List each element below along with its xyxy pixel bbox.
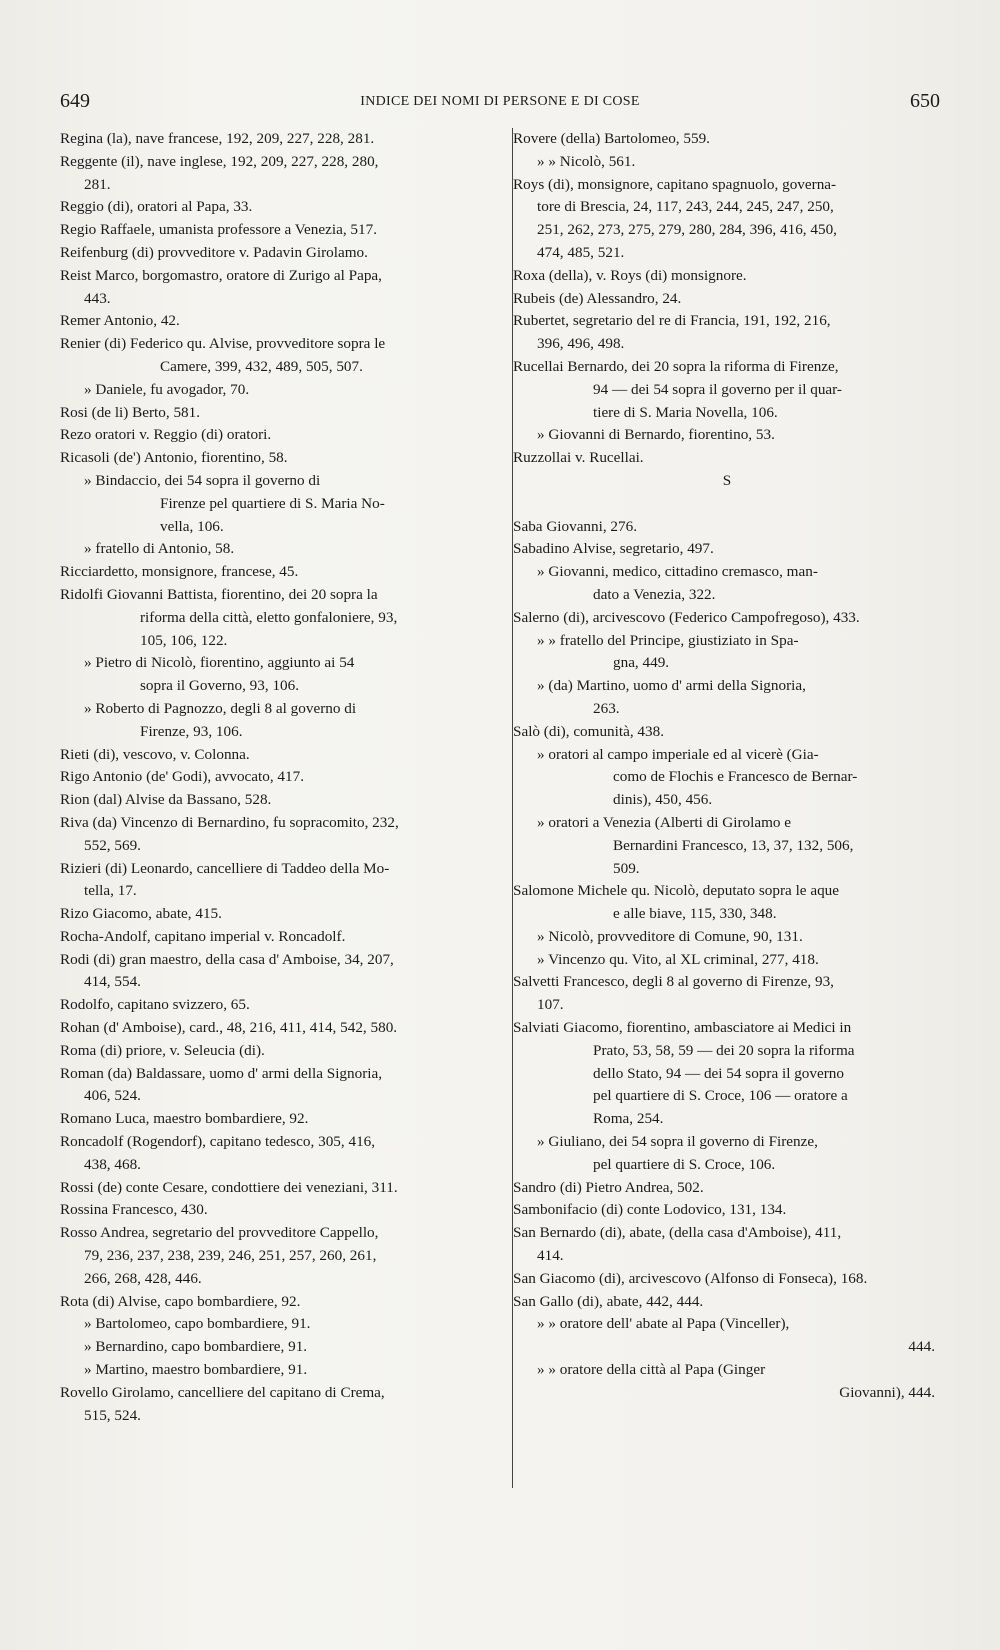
left-column-line: 443. — [84, 289, 111, 307]
right-column-line: 474, 485, 521. — [537, 243, 625, 261]
right-column-line: » » fratello del Principe, giustiziato in Spa- — [537, 631, 799, 649]
right-column-line: Sambonifacio (di) conte Lodovico, 131, 134. — [513, 1201, 787, 1219]
right-column-line: » Giovanni di Bernardo, fiorentino, 53. — [537, 426, 775, 444]
left-column-line: Roma (di) priore, v. Seleucia (di). — [60, 1041, 265, 1059]
left-column-line: Rizieri (di) Leonardo, cancelliere di Taddeo della Mo- — [60, 859, 390, 877]
right-column-line: » » oratore della città al Papa (Ginger — [537, 1361, 766, 1379]
left-column-line: » fratello di Antonio, 58. — [84, 540, 235, 558]
left-column-line: Reifenburg (di) provveditore v. Padavin Girolamo. — [60, 243, 368, 261]
left-column-line: riforma della città, eletto gonfaloniere, 93, — [140, 608, 398, 626]
left-column-line: 79, 236, 237, 238, 239, 246, 251, 257, 260, 261, — [84, 1247, 377, 1265]
right-column-line: dinis), 450, 456. — [613, 791, 713, 809]
right-column-line: » Giuliano, dei 54 sopra il governo di Firenze, — [537, 1133, 818, 1151]
left-column-line: Rosi (de li) Berto, 581. — [60, 403, 201, 421]
right-column-line: 414. — [537, 1247, 564, 1265]
left-column-line: Rohan (d' Amboise), card., 48, 216, 411, 414, 542, 580. — [60, 1019, 398, 1037]
right-column-line: Roma, 254. — [593, 1110, 664, 1128]
left-column-line: Riva (da) Vincenzo di Bernardino, fu sopracomito, 232, — [60, 813, 399, 831]
right-column-line: » » Nicolò, 561. — [537, 152, 636, 170]
left-column-line: Rodolfo, capitano svizzero, 65. — [60, 996, 250, 1014]
right-column-line: Rubeis (de) Alessandro, 24. — [513, 289, 682, 307]
left-column-line: Rosso Andrea, segretario del provveditore Cappello, — [60, 1224, 379, 1242]
right-column-line: como de Flochis e Francesco de Bernar- — [613, 768, 858, 786]
right-column-line: Salomone Michele qu. Nicolò, deputato sopra le aque — [513, 882, 840, 900]
right-column-line: » oratori a Venezia (Alberti di Girolamo e — [537, 813, 792, 831]
right-column-line: e alle biave, 115, 330, 348. — [613, 905, 777, 923]
right-column-line: » » oratore dell' abate al Papa (Vinceller), — [537, 1315, 790, 1333]
right-column-line: dello Stato, 94 — dei 54 sopra il governo — [593, 1064, 844, 1082]
left-column-line: Regio Raffaele, umanista professore a Venezia, 517. — [60, 221, 378, 239]
right-column-line: gna, 449. — [613, 654, 670, 672]
left-column-line: » Bernardino, capo bombardiere, 91. — [84, 1338, 308, 1356]
left-column-line: Rizo Giacomo, abate, 415. — [60, 905, 222, 923]
left-column-line: » Bindaccio, dei 54 sopra il governo di — [84, 471, 321, 489]
right-column-line: San Gallo (di), abate, 442, 444. — [513, 1292, 704, 1310]
right-column-line: 263. — [593, 699, 620, 717]
left-column-line: Rezo oratori v. Reggio (di) oratori. — [60, 426, 272, 444]
left-column-line: Camere, 399, 432, 489, 505, 507. — [160, 357, 363, 375]
left-column-line: Renier (di) Federico qu. Alvise, provveditore sopra le — [60, 335, 386, 353]
left-column-line: Ricasoli (de') Antonio, fiorentino, 58. — [60, 449, 288, 467]
left-column-line: Remer Antonio, 42. — [60, 312, 180, 330]
left-column-line: 406, 524. — [84, 1087, 141, 1105]
left-column-line: 438, 468. — [84, 1155, 141, 1173]
left-column-line: Rigo Antonio (de' Godi), avvocato, 417. — [60, 768, 305, 786]
left-column-line: Reggente (il), nave inglese, 192, 209, 227, 228, 280, — [60, 152, 379, 170]
left-column-line: » Bartolomeo, capo bombardiere, 91. — [84, 1315, 311, 1333]
right-column-line: tiere di S. Maria Novella, 106. — [593, 403, 778, 421]
right-column-line: Rubertet, segretario del re di Francia, 191, 192, 216, — [513, 312, 831, 330]
right-column-line: Saba Giovanni, 276. — [513, 517, 638, 535]
left-column-line: Rocha-Andolf, capitano imperial v. Roncadolf. — [60, 927, 346, 945]
right-column-line: Ruzzollai v. Rucellai. — [513, 449, 644, 467]
right-column-line: 509. — [613, 859, 640, 877]
left-column-line: 281. — [84, 175, 111, 193]
right-column-line: » Nicolò, provveditore di Comune, 90, 131. — [537, 927, 803, 945]
right-column-line: dato a Venezia, 322. — [593, 585, 716, 603]
right-column-line: Sabadino Alvise, segretario, 497. — [513, 540, 714, 558]
left-column-line: Rion (dal) Alvise da Bassano, 528. — [60, 791, 272, 809]
right-column-line: Roxa (della), v. Roys (di) monsignore. — [513, 266, 747, 284]
right-column-line: » (da) Martino, uomo d' armi della Signoria, — [537, 677, 806, 695]
right-column-line: Giovanni), 444. — [839, 1383, 935, 1401]
right-column-line: Bernardini Francesco, 13, 37, 132, 506, — [613, 836, 854, 854]
left-column-line: tella, 17. — [84, 882, 137, 900]
right-column-line: Rucellai Bernardo, dei 20 sopra la riforma di Firenze, — [513, 357, 839, 375]
left-column — [60, 128, 488, 1427]
left-column-line: Rossina Francesco, 430. — [60, 1201, 208, 1219]
right-column-line: Salerno (di), arcivescovo (Federico Campofregoso), 433. — [513, 608, 860, 626]
right-column-line: Prato, 53, 58, 59 — dei 20 sopra la riforma — [593, 1041, 855, 1059]
left-column-line: Reggio (di), oratori al Papa, 33. — [60, 198, 253, 216]
right-column-line: Rovere (della) Bartolomeo, 559. — [513, 130, 710, 147]
right-column-line: S — [722, 471, 732, 489]
right-column-line: Salò (di), comunità, 438. — [513, 722, 665, 740]
left-column-line: Roman (da) Baldassare, uomo d' armi della Signoria, — [60, 1064, 383, 1082]
left-column-line: » Daniele, fu avogador, 70. — [84, 380, 250, 398]
right-column-line: 444. — [908, 1338, 935, 1356]
right-column-line: tore di Brescia, 24, 117, 243, 244, 245, 247, 250, — [537, 198, 834, 216]
right-column-line: 107. — [537, 996, 564, 1014]
left-column-line: Rossi (de) conte Cesare, condottiere dei veneziani, 311. — [60, 1178, 398, 1196]
left-column-line: vella, 106. — [160, 517, 224, 535]
right-column-line: Sandro (di) Pietro Andrea, 502. — [513, 1178, 704, 1196]
left-column-line: Reist Marco, borgomastro, oratore di Zurigo al Papa, — [60, 266, 382, 284]
left-column-line: » Roberto di Pagnozzo, degli 8 al governo di — [84, 699, 357, 717]
right-column-line: San Bernardo (di), abate, (della casa d'Amboise), 411, — [513, 1224, 842, 1242]
right-column-line: 396, 496, 498. — [537, 335, 625, 353]
left-column-line: » Martino, maestro bombardiere, 91. — [84, 1361, 308, 1379]
right-column-line: San Giacomo (di), arcivescovo (Alfonso di Fonseca), 168. — [513, 1269, 868, 1287]
left-column-line: Ridolfi Giovanni Battista, fiorentino, dei 20 sopra la — [60, 585, 378, 603]
right-column-line: pel quartiere di S. Croce, 106 — oratore a — [593, 1087, 848, 1105]
right-column-line: » oratori al campo imperiale ed al vicerè (Gia- — [537, 745, 819, 763]
right-column-line: Salviati Giacomo, fiorentino, ambasciatore ai Medici in — [513, 1019, 852, 1037]
page-number-right: 650 — [910, 90, 940, 112]
right-column — [513, 128, 941, 1405]
left-column-line: 105, 106, 122. — [140, 631, 228, 649]
left-column-line: 414, 554. — [84, 973, 141, 991]
page-header — [60, 90, 940, 120]
left-column-line: Firenze pel quartiere di S. Maria No- — [160, 494, 385, 512]
running-title: INDICE DEI NOMI DI PERSONE E DI COSE — [360, 94, 640, 109]
left-column-line: Firenze, 93, 106. — [140, 722, 243, 740]
right-column-line: » Vincenzo qu. Vito, al XL criminal, 277, 418. — [537, 950, 819, 968]
left-column-line: Roncadolf (Rogendorf), capitano tedesco, 305, 416, — [60, 1133, 376, 1151]
right-column-line: Roys (di), monsignore, capitano spagnuolo, governa- — [513, 175, 837, 193]
page-number-left: 649 — [60, 90, 90, 112]
right-column-line: 94 — dei 54 sopra il governo per il quar- — [593, 380, 842, 398]
left-column-line: Ricciardetto, monsignore, francese, 45. — [60, 563, 299, 581]
right-column-line: pel quartiere di S. Croce, 106. — [593, 1155, 776, 1173]
left-column-line: 515, 524. — [84, 1406, 141, 1424]
left-column-line: 552, 569. — [84, 836, 141, 854]
left-column-line: Rovello Girolamo, cancelliere del capitano di Crema, — [60, 1383, 385, 1401]
left-column-line: Regina (la), nave francese, 192, 209, 227, 228, 281. — [60, 130, 375, 147]
left-column-line: 266, 268, 428, 446. — [84, 1269, 202, 1287]
left-column-line: Rodi (di) gran maestro, della casa d' Amboise, 34, 207, — [60, 950, 394, 968]
left-column-line: Romano Luca, maestro bombardiere, 92. — [60, 1110, 309, 1128]
left-column-line: Rota (di) Alvise, capo bombardiere, 92. — [60, 1292, 301, 1310]
right-column-line — [513, 493, 941, 516]
right-column-line: Salvetti Francesco, degli 8 al governo di Firenze, 93, — [513, 973, 834, 991]
left-column-line: » Pietro di Nicolò, fiorentino, aggiunto ai 54 — [84, 654, 355, 672]
right-column-line: » Giovanni, medico, cittadino cremasco, man- — [537, 563, 818, 581]
left-column-line: sopra il Governo, 93, 106. — [140, 677, 300, 695]
right-column-line: 251, 262, 273, 275, 279, 280, 284, 396, 416, 450, — [537, 221, 837, 239]
left-column-line: Rieti (di), vescovo, v. Colonna. — [60, 745, 250, 763]
